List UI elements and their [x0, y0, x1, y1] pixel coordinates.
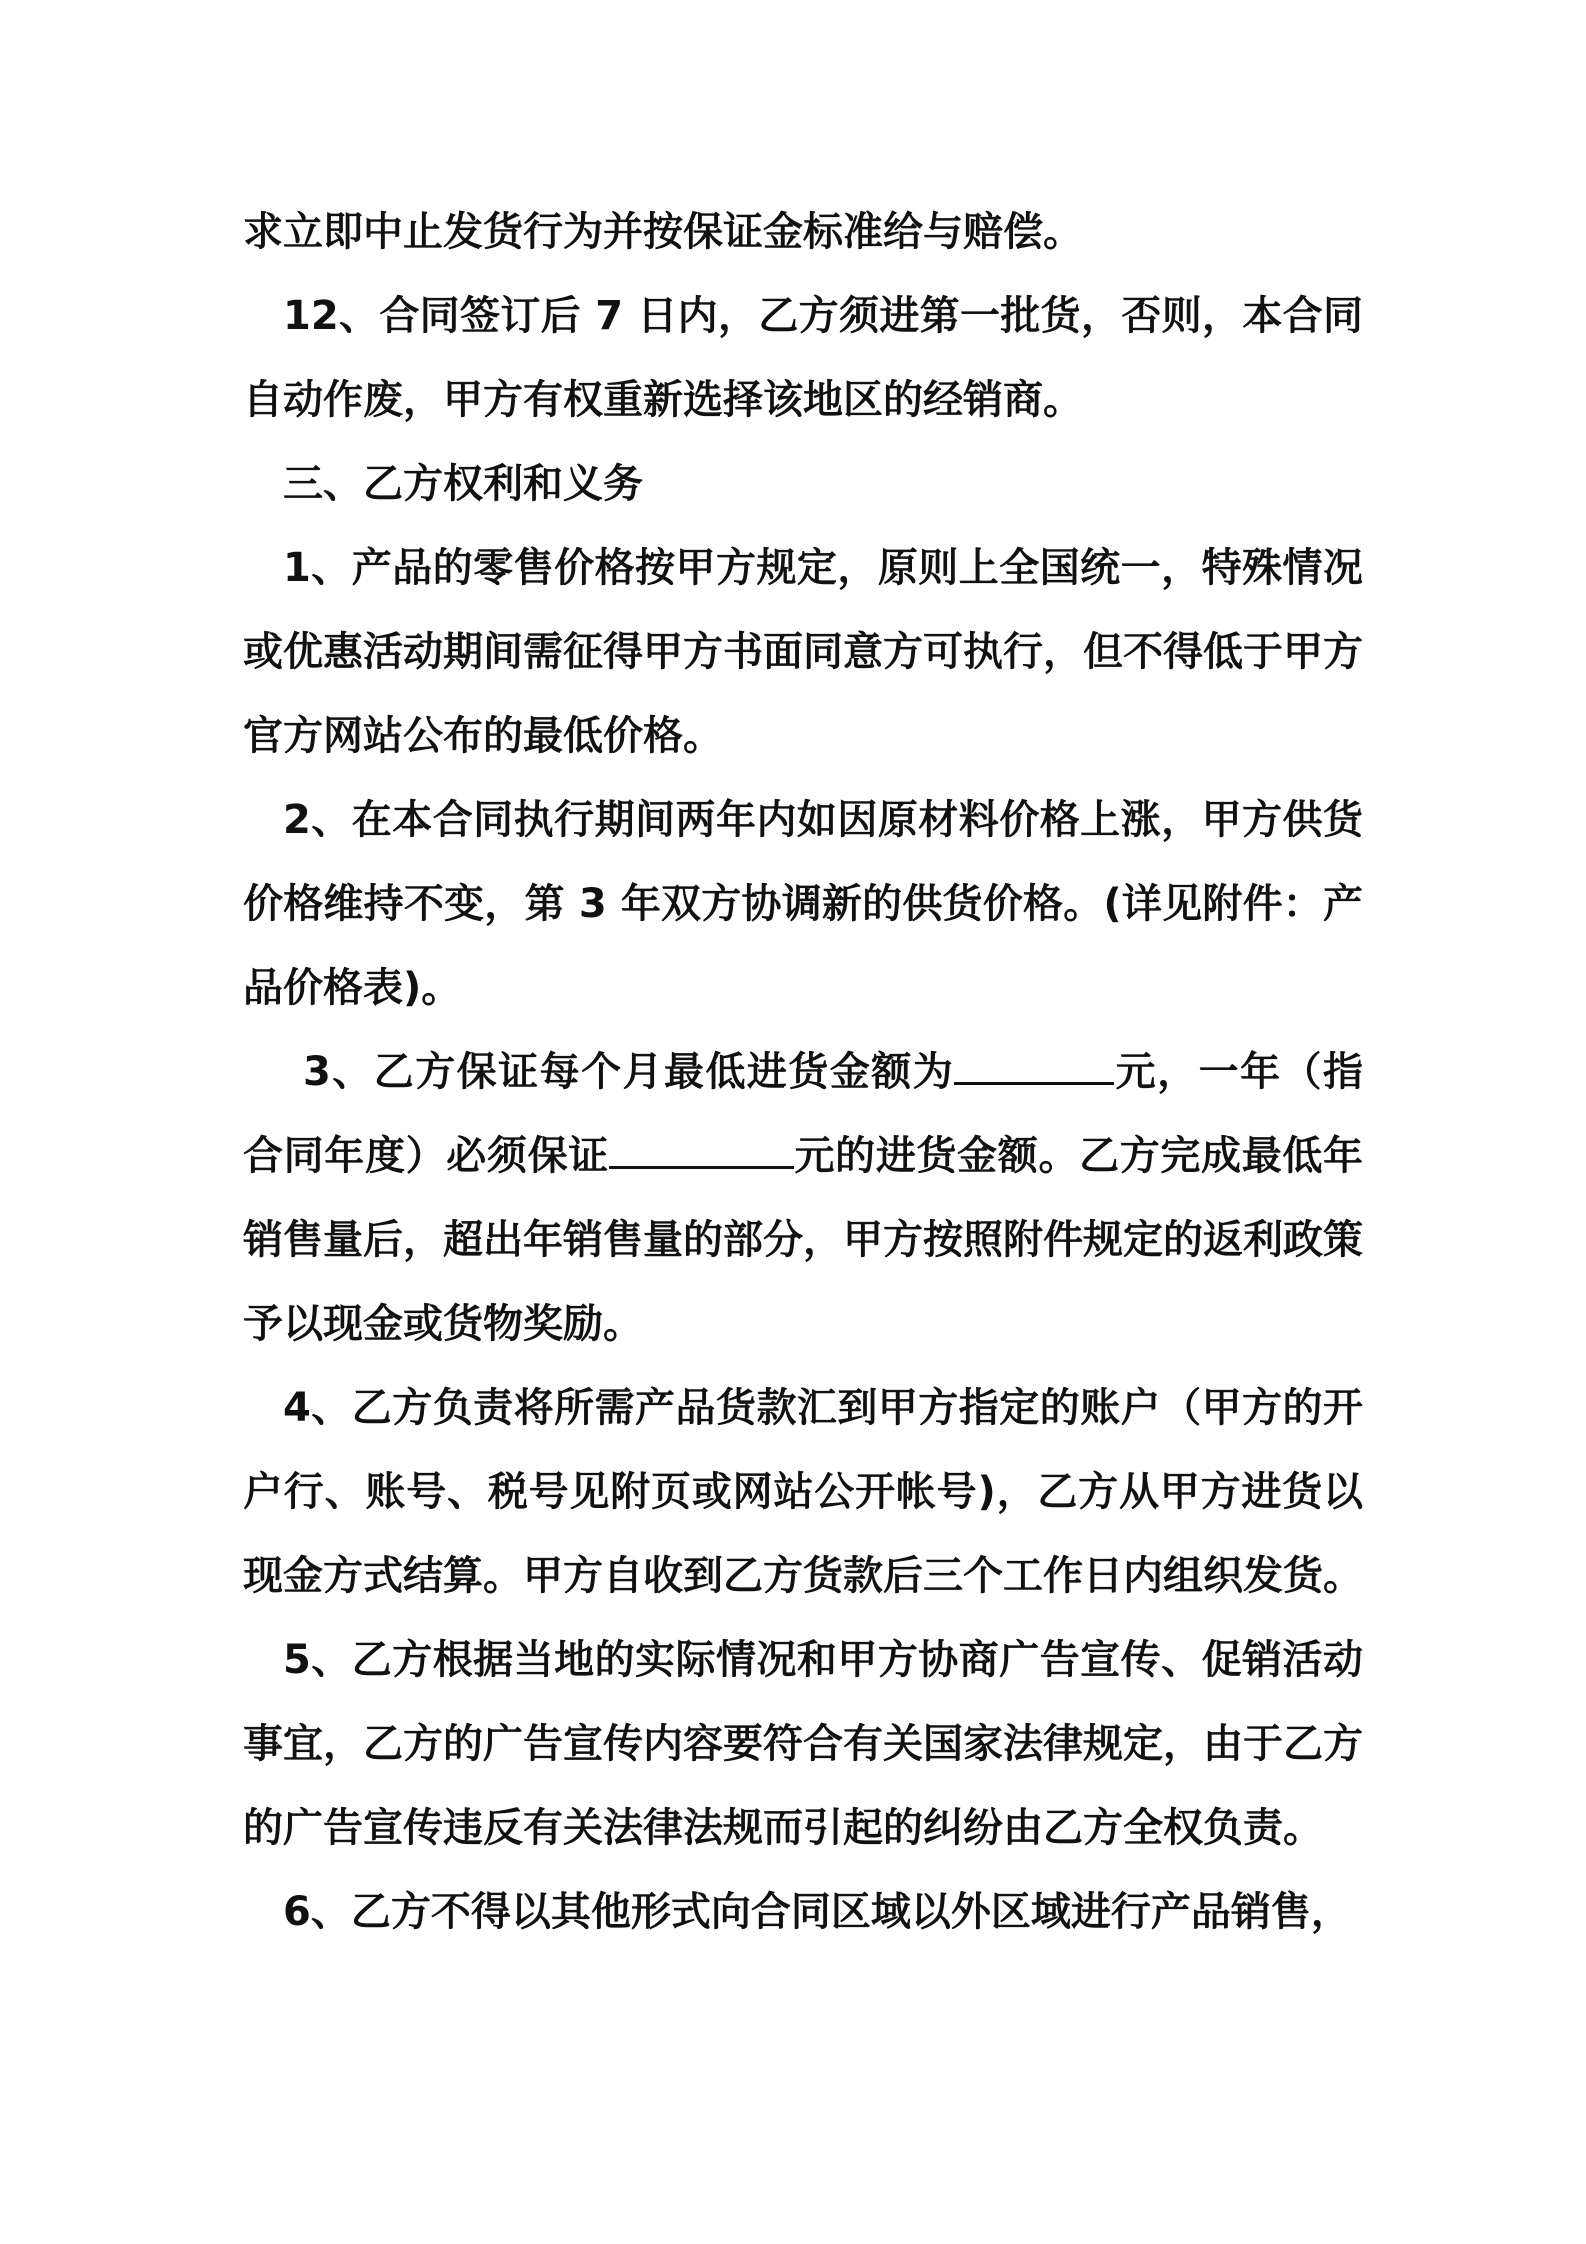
paragraph-clause-2: 2、在本合同执行期间两年内如因原材料价格上涨，甲方供货价格维持不变，第 3 年双方协调新的供货价格。(详见附件：产品价格表)。 [243, 797, 1363, 1011]
monthly-amount-blank [954, 1052, 1114, 1085]
paragraph-continuation: 求立即中止发货行为并按保证金标准给与赔偿。 [243, 209, 1083, 255]
paragraph-clause-5: 5、乙方根据当地的实际情况和甲方协商广告宣传、促销活动事宜，乙方的广告宣传内容要符合有关国家法律规定，由于乙方的广告宣传违反有关法律法规而引起的纠纷由乙方全权负责。 [243, 1637, 1363, 1851]
paragraph-clause-3 [243, 1030, 1363, 1366]
paragraph-clause-6: 6、乙方不得以其他形式向合同区域以外区域进行产品销售， [283, 1889, 1351, 1935]
clause-3-text-3: 元的进货金额。乙方完成最低年销售量后，超出年销售量的部分，甲方按照附件规定的返利政策予以现金或货物奖励。 [243, 1133, 1364, 1347]
clause-3-text-2: 元，一年（指合同年度）必须保证 [243, 1049, 1363, 1179]
paragraph-clause-4: 4、乙方负责将所需产品货款汇到甲方指定的账户（甲方的开户行、账号、税号见附页或网站公开帐号)，乙方从甲方进货以现金方式结算。甲方自收到乙方货款后三个工作日内组织发货。 [243, 1385, 1363, 1599]
paragraph-clause-12: 12、合同签订后 7 日内，乙方须进第一批货，否则，本合同自动作废，甲方有权重新选择该地区的经销商。 [243, 293, 1363, 423]
clause-3-text-1: 3、乙方保证每个月最低进货金额为 [303, 1049, 955, 1095]
paragraph-clause-1: 1、产品的零售价格按甲方规定，原则上全国统一，特殊情况或优惠活动期间需征得甲方书面同意方可执行，但不得低于甲方官方网站公布的最低价格。 [243, 545, 1363, 759]
section-heading: 三、乙方权利和义务 [283, 461, 643, 507]
document-body [243, 190, 1363, 1954]
annual-amount-blank [609, 1136, 794, 1169]
